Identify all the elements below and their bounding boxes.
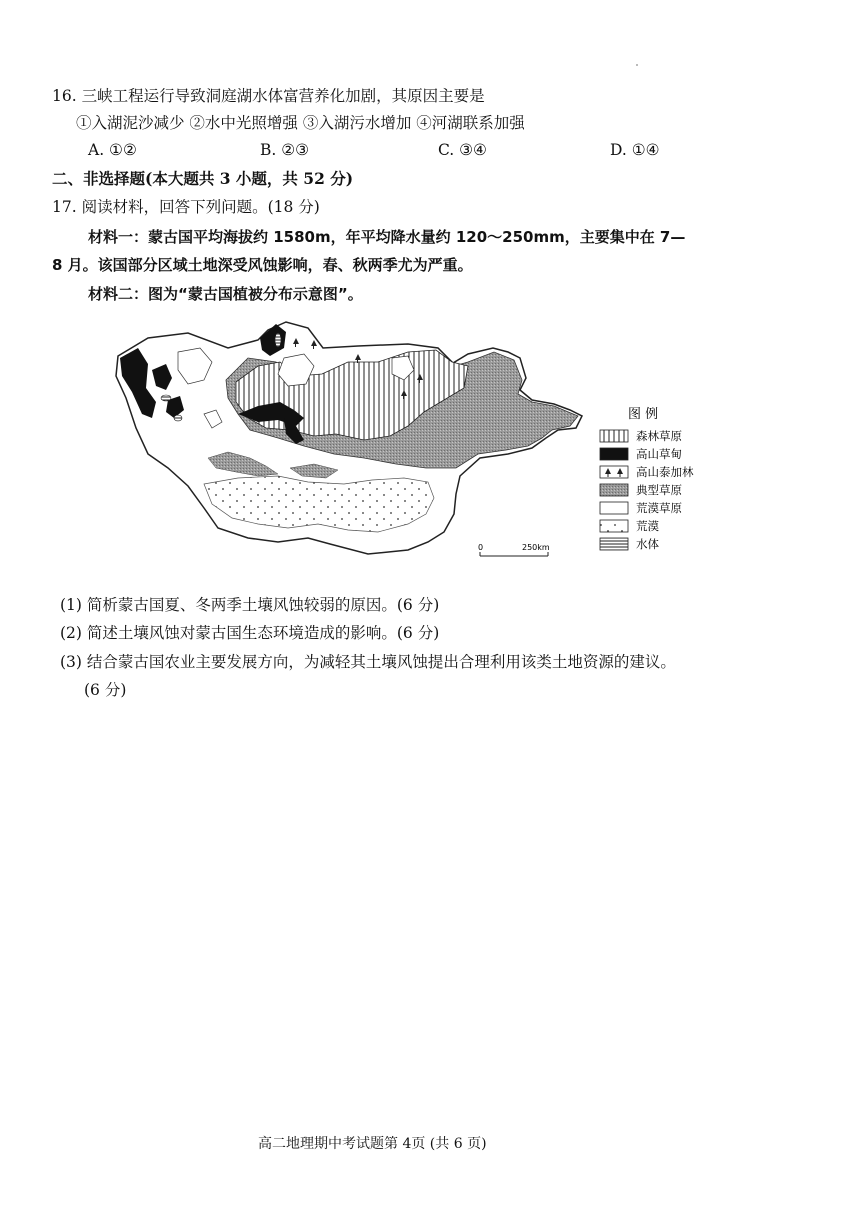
q16-option-a: A. ①②	[88, 141, 137, 159]
vegetation-map	[108, 318, 708, 566]
legend-label: 典型草原	[636, 483, 682, 497]
horizontal-line-swatch	[600, 538, 628, 550]
sub-question-1: (1) 简析蒙古国夏、冬两季土壤风蚀较弱的原因。(6 分)	[60, 596, 440, 614]
scale-start-label: 0	[478, 543, 484, 552]
legend-label: 森林草原	[636, 429, 682, 443]
legend-label: 荒漠草原	[636, 501, 682, 515]
material1-line2: 8 月。该国部分区域土地深受风蚀影响，春、秋两季尤为严重。	[52, 256, 473, 274]
q17-stem: 17. 阅读材料，回答下列问题。(18 分)	[52, 198, 320, 216]
legend-label: 高山泰加林	[636, 465, 694, 479]
legend-item-desert	[600, 519, 659, 533]
lake-west	[161, 395, 171, 401]
section-title: 二、非选择题(本大题共 3 小题，共 52 分)	[52, 169, 354, 188]
scale-end-label: 250km	[522, 543, 550, 552]
material1-line1: 材料一：蒙古国平均海拔约 1580m，年平均降水量约 120～250mm，主要集中在 7—	[88, 228, 686, 246]
q16-statements: ①入湖泥沙减少 ②水中光照增强 ③入湖污水增加 ④河湖联系加强	[76, 114, 525, 132]
page-footer: 高二地理期中考试题第 4页 (共 6 页)	[258, 1136, 487, 1152]
legend-title: 图 例	[628, 407, 659, 422]
sub-question-3-score: (6 分)	[84, 681, 127, 699]
legend-item-water	[600, 537, 659, 551]
black-swatch	[600, 448, 628, 460]
legend-item-typical-steppe	[600, 483, 682, 497]
vertical-hatch-swatch	[600, 430, 628, 442]
q16-option-d: D. ①④	[610, 141, 660, 159]
q16-stem: 16. 三峡工程运行导致洞庭湖水体富营养化加剧，其原因主要是	[52, 87, 485, 105]
tree-swatch	[600, 466, 628, 478]
legend-item-forest-steppe	[600, 429, 682, 443]
q16-option-c: C. ③④	[438, 141, 487, 159]
dot-swatch	[600, 520, 628, 532]
sub-question-2: (2) 简述土壤风蚀对蒙古国生态环境造成的影响。(6 分)	[60, 624, 440, 642]
legend-label: 荒漠	[636, 519, 659, 533]
legend-label: 水体	[636, 537, 659, 551]
legend-item-desert-steppe	[600, 501, 682, 515]
legend-item-alpine-taiga	[600, 465, 694, 479]
legend-label: 高山草甸	[636, 447, 682, 461]
q16-option-b: B. ②③	[260, 141, 310, 159]
material2: 材料二：图为“蒙古国植被分布示意图”。	[88, 285, 363, 303]
scale-bar	[478, 543, 550, 556]
lake-west	[174, 415, 182, 421]
white-swatch	[600, 502, 628, 514]
gray-stipple-swatch	[600, 484, 628, 496]
legend-item-alpine-meadow	[600, 447, 682, 461]
sub-question-3: (3) 结合蒙古国农业主要发展方向，为减轻其土壤风蚀提出合理利用该类土地资源的建议。	[60, 653, 676, 671]
scan-dot	[636, 64, 638, 66]
lake-khovsgol	[275, 333, 281, 347]
